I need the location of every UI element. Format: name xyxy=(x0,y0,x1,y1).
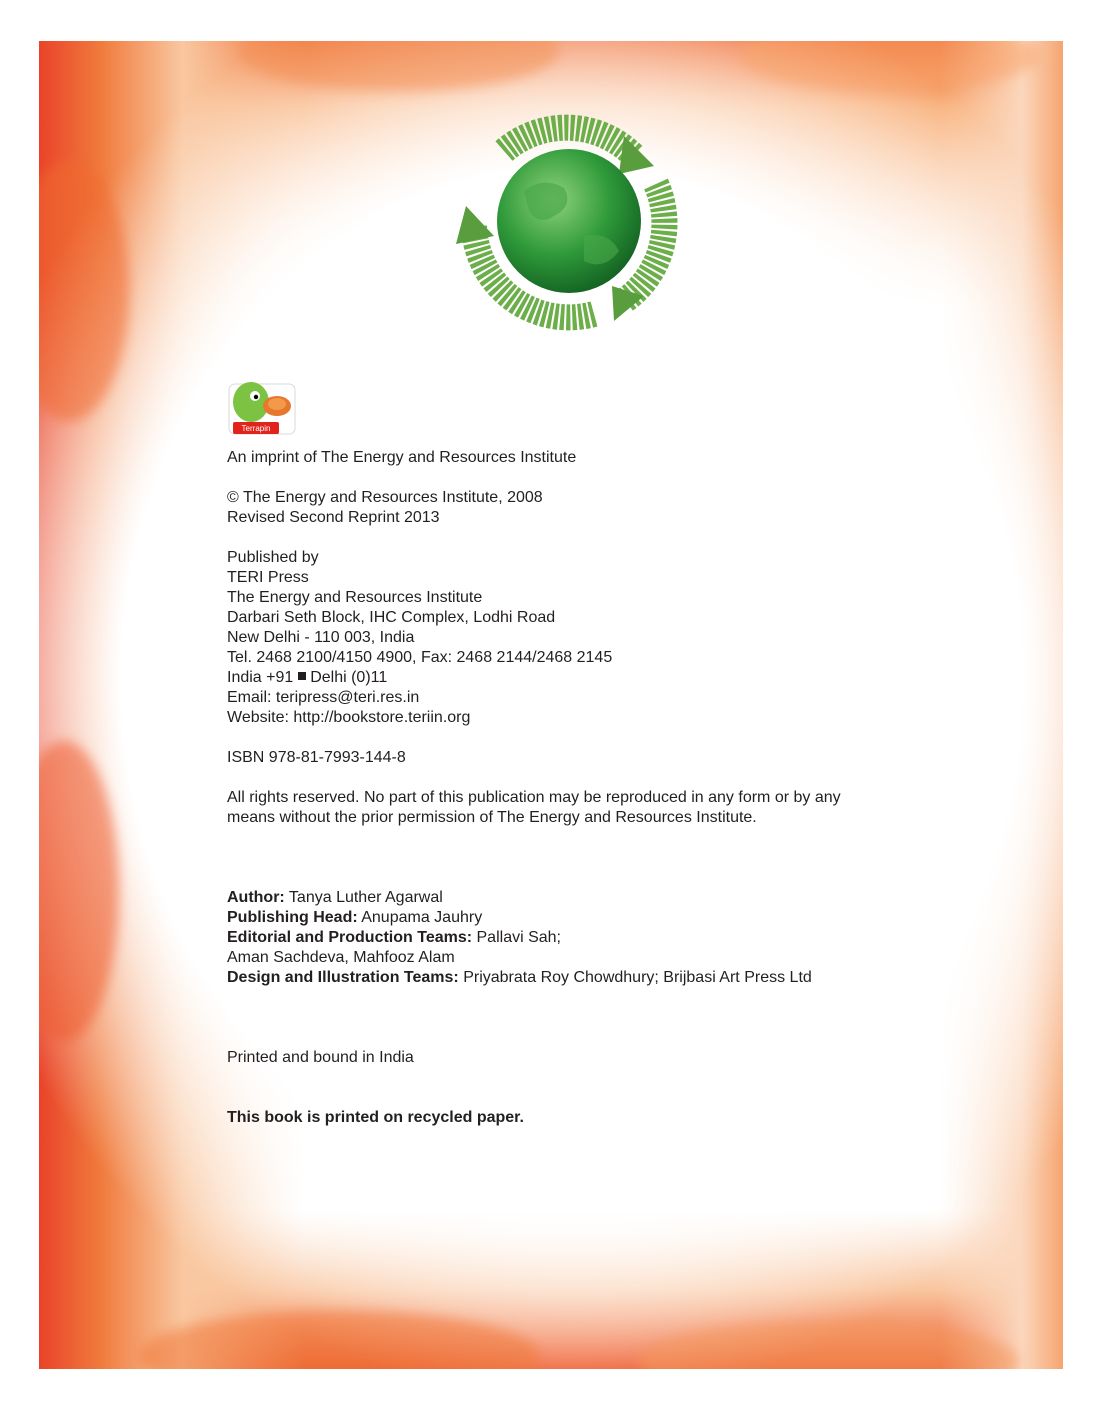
delhi-code: Delhi (0)11 xyxy=(310,669,388,686)
square-bullet-icon xyxy=(298,672,306,680)
recycled-paper-note: This book is printed on recycled paper. xyxy=(227,1109,524,1126)
rights-line-1: All rights reserved. No part of this publication may be reproduced in any form or by any xyxy=(227,789,841,806)
svg-text:Terrapin: Terrapin xyxy=(241,424,271,433)
editorial-value: Pallavi Sah; xyxy=(472,929,561,946)
publisher-name: TERI Press xyxy=(227,569,309,586)
editorial-credit xyxy=(227,928,561,948)
india-code: India +91 xyxy=(227,669,294,686)
printed-line: Printed and bound in India xyxy=(227,1049,414,1066)
recycle-globe-icon xyxy=(444,96,694,346)
paint-splash xyxy=(139,1311,539,1369)
design-label: Design and Illustration Teams: xyxy=(227,969,459,986)
publisher-institute: The Energy and Resources Institute xyxy=(227,589,483,606)
isbn-line: ISBN 978-81-7993-144-8 xyxy=(227,749,406,766)
publisher-telephone: Tel. 2468 2100/4150 4900, Fax: 2468 2144/2468 2145 xyxy=(227,649,613,666)
rights-line-2: means without the prior permission of The Energy and Resources Institute. xyxy=(227,809,757,826)
publishing-head-label: Publishing Head: xyxy=(227,909,358,926)
reprint-line: Revised Second Reprint 2013 xyxy=(227,509,440,526)
publisher-address-line1: Darbari Seth Block, IHC Complex, Lodhi Road xyxy=(227,609,556,626)
paint-splash xyxy=(739,41,1039,91)
paint-splash xyxy=(39,161,129,421)
paint-splash xyxy=(639,1321,1019,1369)
publisher-website: Website: http://bookstore.teriin.org xyxy=(227,709,471,726)
published-by-heading: Published by xyxy=(227,549,319,566)
dialing-codes xyxy=(227,668,387,688)
author-label: Author: xyxy=(227,889,285,906)
publisher-address-line2: New Delhi - 110 003, India xyxy=(227,629,415,646)
page-background xyxy=(39,41,1063,1369)
paint-splash xyxy=(39,741,119,1041)
copyright-line: © The Energy and Resources Institute, 2008 xyxy=(227,489,543,506)
terrapin-logo xyxy=(225,376,301,440)
editorial-label: Editorial and Production Teams: xyxy=(227,929,473,946)
publishing-head-credit xyxy=(227,908,482,928)
paint-splash xyxy=(239,41,559,91)
author-value: Tanya Luther Agarwal xyxy=(284,889,443,906)
design-credit xyxy=(227,968,812,988)
publishing-head-value: Anupama Jauhry xyxy=(357,909,483,926)
imprint-line: An imprint of The Energy and Resources Institute xyxy=(227,449,577,466)
editorial-credit-continued: Aman Sachdeva, Mahfooz Alam xyxy=(227,949,455,966)
publisher-email: Email: teripress@teri.res.in xyxy=(227,689,420,706)
design-value: Priyabrata Roy Chowdhury; Brijbasi Art Press Ltd xyxy=(458,969,812,986)
author-credit xyxy=(227,888,443,908)
